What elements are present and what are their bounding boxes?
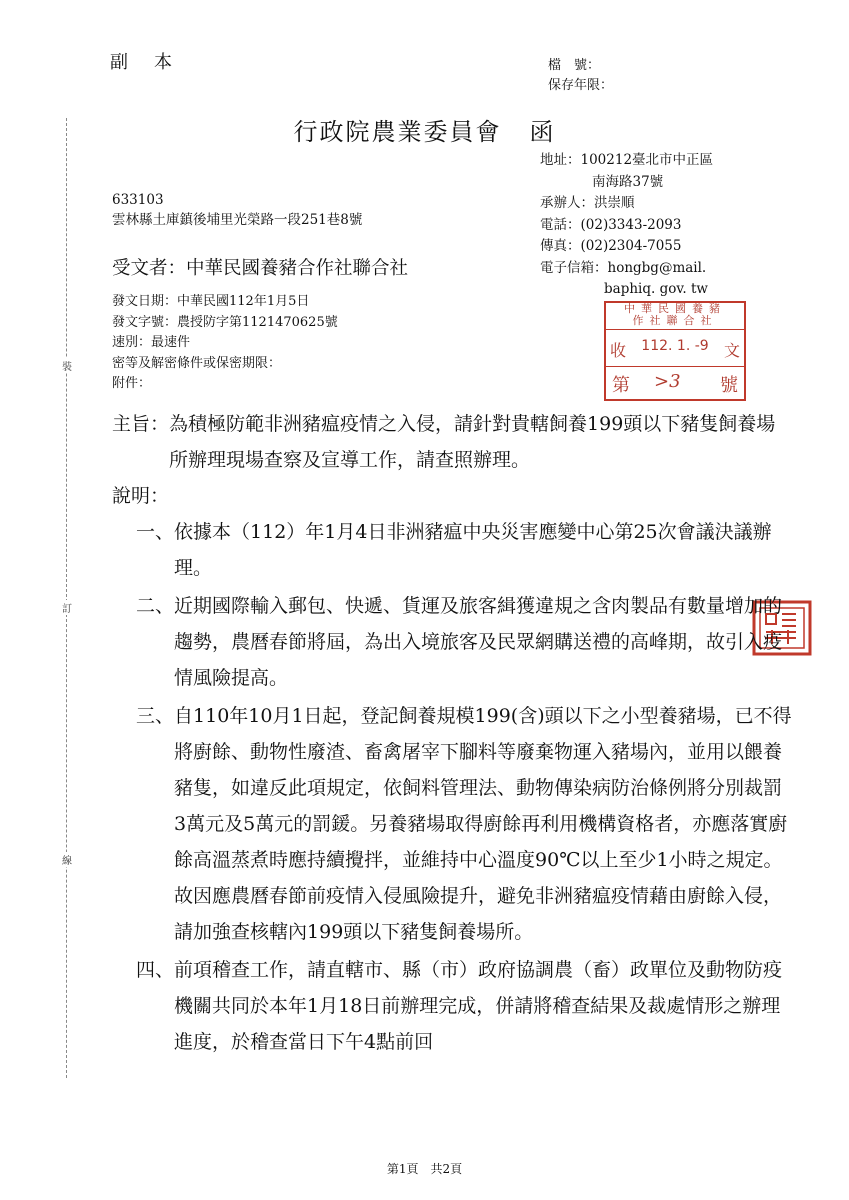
email-label: 電子信箱： xyxy=(540,259,608,276)
address-line-1: 100212臺北市中正區 xyxy=(580,152,714,168)
archive-number-label: 檔 號： xyxy=(548,58,601,73)
subject-section xyxy=(112,406,792,478)
stamp-org-line-1: 中華民國養豬 xyxy=(624,302,726,315)
item-text: 自110年10月1日起，登記飼養規模199(含)頭以下之小型養豬場，已不得將廚餘、動物性廢渣、畜禽屠宰下腳料等廢棄物運入豬場內，並用以餵養豬隻，如違反此項規定，依飼料管理法、動物傳染病防治條例將分別裁罰3萬元及5萬元的罰鍰。另養豬場取得廚餘再利用機構資格者，亦應落實廚餘高溫蒸煮時應持續攪拌，並維持中心溫度90℃以上至少1小時之規定。故因應農曆春節前疫情入侵風險提升，避免非洲豬瘟疫情藉由廚餘入侵，請加強查核轄內199頭以下豬隻飼養場所。 xyxy=(174,705,792,943)
mailing-street: 雲林縣土庫鎮後埔里光榮路一段251巷8號 xyxy=(112,212,363,228)
copy-mark: 副本 xyxy=(110,52,198,73)
page-number: 第1頁 共2頁 xyxy=(386,1162,463,1176)
stamp-number-row xyxy=(606,367,744,397)
item-text: 近期國際輸入郵包、快遞、貨運及旅客緝獲違規之含肉製品有數量增加的趨勢，農曆春節將屆，為出入境旅客及民眾網購送禮的高峰期，故引入疫情風險提高。 xyxy=(174,595,783,689)
document-type: 函 xyxy=(529,118,556,146)
postal-code: 633103 xyxy=(112,192,164,208)
explanation-item xyxy=(112,588,792,696)
phone: 電話：(02)3343-2093 xyxy=(540,216,682,233)
retention-period-label: 保存年限： xyxy=(548,78,614,93)
subject-label: 主旨： xyxy=(112,413,170,435)
secrecy-level: 密等及解密條件或保密期限： xyxy=(112,355,282,371)
explanation-item xyxy=(112,514,792,586)
recipient: 受文者：中華民國養豬合作社聯合社 xyxy=(112,258,409,279)
mailing-address xyxy=(112,190,362,230)
email-row xyxy=(540,258,713,280)
document-number: 發文字號：農授防字第1121470625號 xyxy=(112,314,338,330)
item-number: 二、 xyxy=(136,595,175,617)
stamp-number-prefix: 第 xyxy=(612,375,630,396)
subject-text: 為積極防範非洲豬瘟疫情之入侵，請針對貴轄飼養199頭以下豬隻飼養場所辦理現場查察及宣導工作，請查照辦理。 xyxy=(169,413,776,471)
stamp-received-label: 收 xyxy=(610,341,627,360)
stamp-number-suffix: 號 xyxy=(720,375,738,396)
issuing-organization: 行政院農業委員會 xyxy=(293,118,502,146)
item-text: 前項稽查工作，請直轄市、縣（市）政府協調農（畜）政單位及動物防疫機關共同於本年1月18日前辦理完成，併請將稽查結果及裁處情形之辦理進度，於稽查當日下午4點前回 xyxy=(174,959,783,1053)
stamp-date: 112. 1. -9 xyxy=(641,338,709,354)
address-label: 地址： xyxy=(540,152,581,168)
explanation-item xyxy=(112,952,792,1060)
stamp-date-row xyxy=(606,330,744,367)
address-row xyxy=(540,150,713,172)
document-body xyxy=(112,406,792,1060)
email-line-1[interactable]: hongbg@mail. xyxy=(607,259,707,276)
explanation-label: 說明： xyxy=(112,485,170,507)
item-number: 四、 xyxy=(136,959,175,981)
item-number: 一、 xyxy=(136,521,175,543)
contact-block xyxy=(540,150,713,301)
handler: 承辦人：洪崇順 xyxy=(540,195,635,211)
binding-line xyxy=(66,118,79,1078)
archive-info xyxy=(548,56,613,96)
fax: 傳真：(02)2304-7055 xyxy=(540,238,682,254)
explanation-item xyxy=(112,698,792,950)
speed-class: 速別：最速件 xyxy=(112,335,191,350)
email-line-2[interactable]: baphiq. gov. tw xyxy=(604,281,708,297)
stamp-number-value: >3 xyxy=(654,371,681,392)
document-title xyxy=(0,112,849,147)
stamp-document-label: 文 xyxy=(723,341,740,360)
address-line-2: 南海路37號 xyxy=(592,173,664,190)
stamp-organization xyxy=(606,303,744,330)
item-number: 三、 xyxy=(136,705,175,727)
document-meta xyxy=(112,292,338,395)
binding-mark-c: 線 xyxy=(62,852,72,867)
item-text: 依據本（112）年1月4日非洲豬瘟中央災害應變中心第25次會議決議辦理。 xyxy=(174,521,772,579)
attachment: 附件： xyxy=(112,376,152,391)
receipt-stamp xyxy=(604,301,746,401)
issue-date: 發文日期：中華民國112年1月5日 xyxy=(112,294,310,309)
binding-mark-b: 訂 xyxy=(62,600,72,615)
binding-mark-a: 裝 xyxy=(62,358,72,373)
stamp-org-line-2: 作社聯合社 xyxy=(632,314,718,327)
